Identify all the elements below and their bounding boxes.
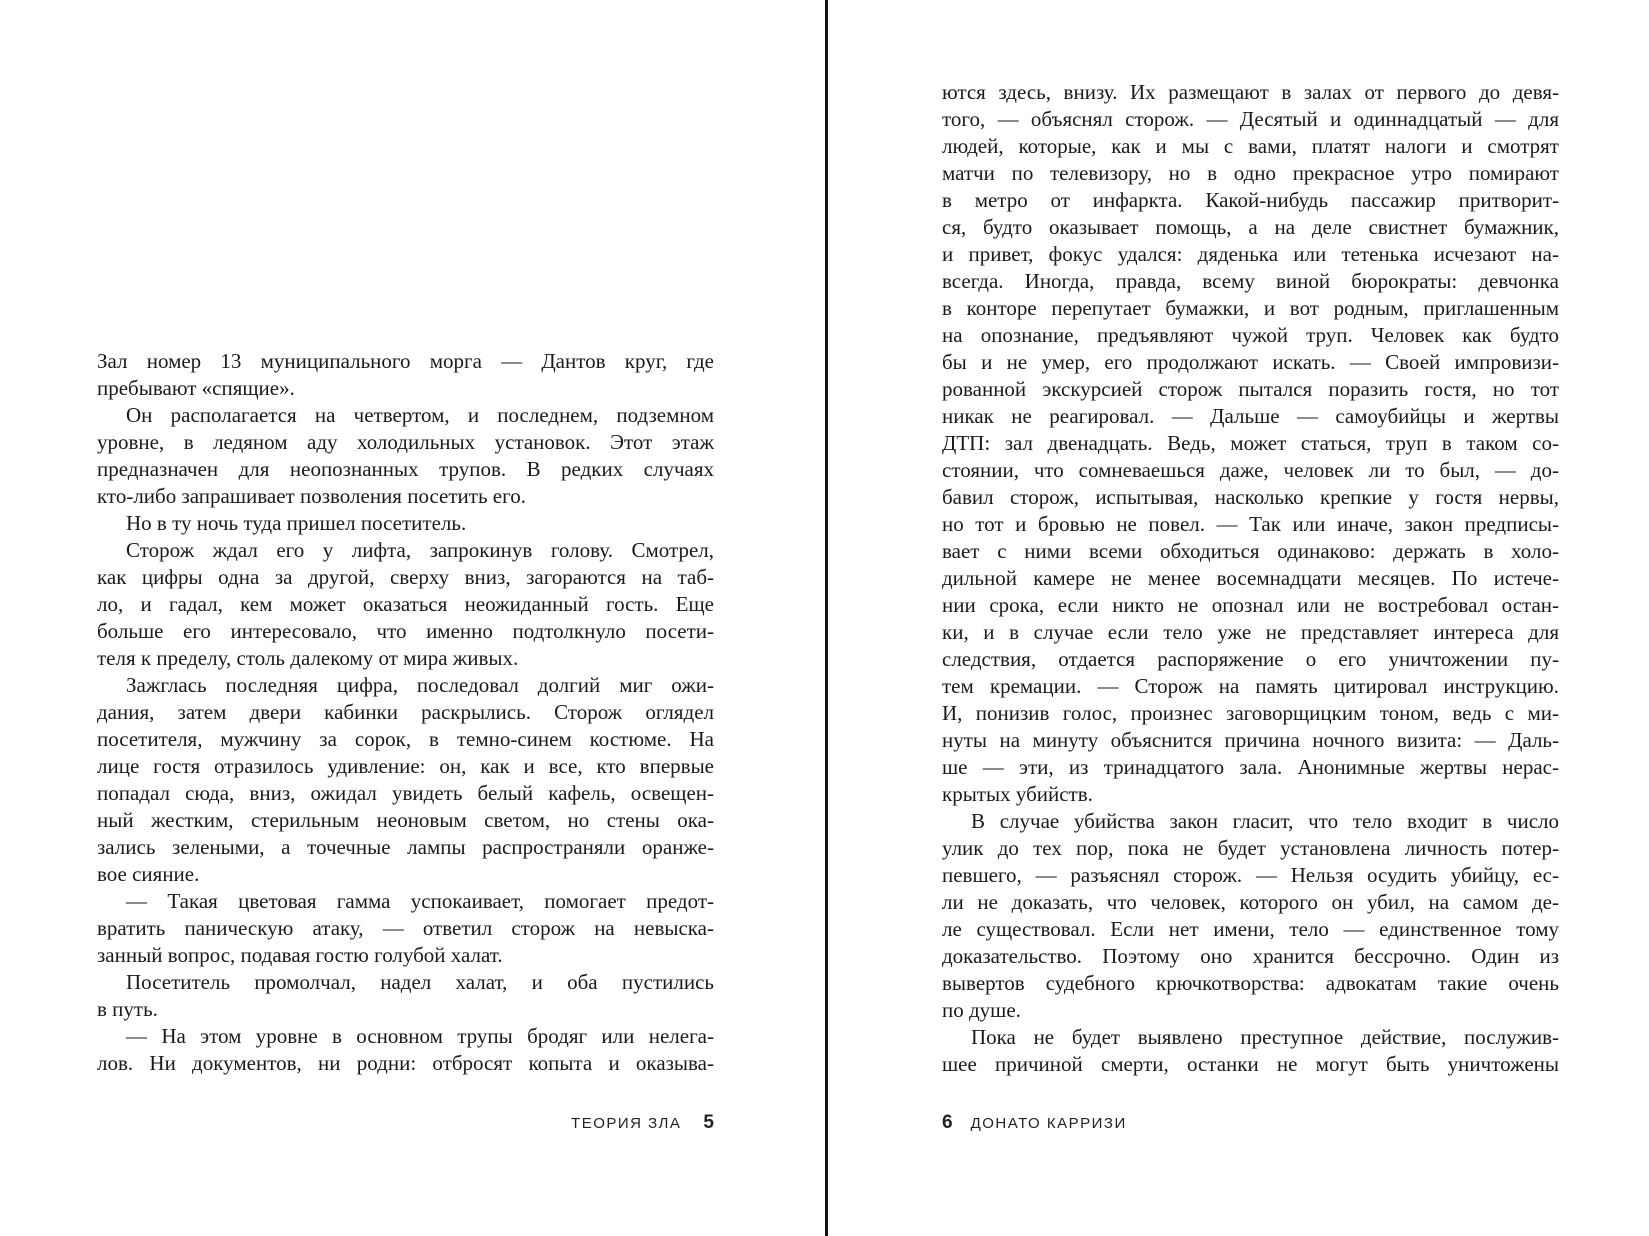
text-line: рованной экскурсией сторож пытался поразить гостя, но тот: [942, 377, 1559, 401]
text-line: Зажглась последняя цифра, последовал долгий миг ожи-: [126, 673, 714, 697]
text-line: В случае убийства закон гласит, что тело входит в число: [971, 809, 1559, 833]
text-line: людей, которые, как и мы с вами, платят налоги и смотрят: [942, 134, 1559, 158]
text-line: зались зелеными, а точечные лампы распространяли оранже-: [97, 835, 714, 859]
right-page-footer: [942, 1112, 1127, 1134]
text-line: вает с ними всеми обходиться одинаково: держать в холо-: [942, 539, 1559, 563]
text-line: дания, затем двери кабинки раскрылись. Сторож оглядел: [97, 700, 714, 724]
text-line: всегда. Иногда, правда, всему виной бюрократы: девчонка: [942, 269, 1559, 293]
paragraph: [97, 672, 714, 888]
right-page-text: [942, 79, 1559, 1078]
text-line: Сторож ждал его у лифта, запрокинув голову. Смотрел,: [126, 538, 714, 562]
text-line: ки, и в случае если тело уже не представляет интереса для: [942, 620, 1559, 644]
text-line: Зал номер 13 муниципального морга — Дантов круг, где: [97, 349, 714, 373]
text-line: на опознание, предъявляют чужой труп. Человек как будто: [942, 323, 1559, 347]
text-line: по душе.: [942, 998, 1021, 1022]
text-line: теля к пределу, столь далекому от мира живых.: [97, 646, 519, 670]
text-line: Пока не будет выявлено преступное действие, послужив-: [971, 1025, 1559, 1049]
text-line: следствия, отдается распоряжение о его уничтожении пу-: [942, 647, 1559, 671]
text-line: Но в ту ночь туда пришел посетитель.: [126, 511, 467, 535]
text-line: нуты на минуту объяснится причина ночного визита: — Даль-: [942, 728, 1559, 752]
text-line: ле существовал. Если нет имени, тело — единственное тому: [942, 917, 1559, 941]
text-line: ся, будто оказывает помощь, а на деле свистнет бумажник,: [942, 215, 1559, 239]
running-title-author: ДОНАТО КАРРИЗИ: [970, 1114, 1127, 1132]
text-line: вое сияние.: [97, 862, 200, 886]
text-line: — На этом уровне в основном трупы бродяг или нелега-: [126, 1024, 714, 1048]
paragraph: [97, 1023, 714, 1077]
text-line: нии срока, если никто не опознал или не востребовал остан-: [942, 593, 1559, 617]
paragraph: [97, 510, 714, 537]
text-line: доказательство. Поэтому оно хранится бессрочно. Один из: [942, 944, 1559, 968]
text-line: шее причиной смерти, останки не могут быть уничтожены: [942, 1052, 1559, 1076]
paragraph: [942, 1024, 1559, 1078]
paragraph: [97, 888, 714, 969]
text-line: никак не реагировал. — Дальше — самоубийцы и жертвы: [942, 404, 1559, 428]
text-line: тем кремации. — Сторож на память цитировал инструкцию.: [942, 674, 1559, 698]
text-line: вывертов судебного крючкотворства: адвокатам такие очень: [942, 971, 1559, 995]
text-line: в метро от инфаркта. Какой-нибудь пассажир притворит-: [942, 188, 1559, 212]
text-line: в конторе перепутает бумажки, и вот родным, приглашенным: [942, 296, 1559, 320]
text-line: бавил сторож, испытывая, насколько крепкие у гостя нервы,: [942, 485, 1559, 509]
book-spine-divider: [825, 0, 828, 1236]
text-line: но тот и бровью не повел. — Так или иначе, закон предписы-: [942, 512, 1559, 536]
text-line: предназначен для неопознанных трупов. В редких случаях: [97, 457, 714, 481]
page-number: 5: [703, 1112, 714, 1133]
text-line: лице гостя отразилось удивление: он, как и все, кто впервые: [97, 754, 714, 778]
text-line: ше — эти, из тринадцатого зала. Анонимные жертвы нерас-: [942, 755, 1559, 779]
paragraph: [97, 402, 714, 510]
text-line: Он располагается на четвертом, и последнем, подземном: [126, 403, 714, 427]
text-line: лов. Ни документов, ни родни: отбросят копыта и оказыва-: [97, 1051, 714, 1075]
text-line: попадал сюда, вниз, ожидал увидеть белый кафель, освещен-: [97, 781, 714, 805]
paragraph: [97, 348, 714, 402]
text-line: занный вопрос, подавая гостю голубой халат.: [97, 943, 503, 967]
text-line: стоянии, что сомневаешься даже, человек ли то был, — до-: [942, 458, 1559, 482]
left-page-text: [97, 348, 714, 1077]
text-line: Посетитель промолчал, надел халат, и оба пустились: [126, 970, 714, 994]
text-line: крытых убийств.: [942, 782, 1093, 806]
text-line: матчи по телевизору, но в одно прекрасное утро помирают: [942, 161, 1559, 185]
paragraph: [942, 808, 1559, 1024]
text-line: посетителя, мужчину за сорок, в темно-синем костюме. На: [97, 727, 714, 751]
text-line: бы и не умер, его продолжают искать. — Своей импровизи-: [942, 350, 1559, 374]
paragraph: [97, 537, 714, 672]
text-line: ло, и гадал, кем может оказаться неожиданный гость. Еще: [97, 592, 714, 616]
text-line: кто-либо запрашивает позволения посетить его.: [97, 484, 526, 508]
text-line: в путь.: [97, 997, 158, 1021]
text-line: как цифры одна за другой, сверху вниз, загораются на таб-: [97, 565, 714, 589]
left-page-footer: [571, 1112, 714, 1134]
text-line: пребывают «спящие».: [97, 376, 295, 400]
text-line: того, — объяснял сторож. — Десятый и одиннадцатый — для: [942, 107, 1559, 131]
paragraph: [942, 79, 1559, 808]
page-number: 6: [942, 1112, 953, 1133]
text-line: дильной камере не менее восемнадцати месяцев. По истече-: [942, 566, 1559, 590]
text-line: улик до тех пор, пока не будет установлена личность потер-: [942, 836, 1559, 860]
text-line: И, понизив голос, произнес заговорщицким тоном, ведь с ми-: [942, 701, 1559, 725]
text-line: ли не доказать, что человек, которого он убил, на самом де-: [942, 890, 1559, 914]
text-line: ный жестким, стерильным неоновым светом, но стены ока-: [97, 808, 714, 832]
text-line: вратить паническую атаку, — ответил сторож на невыска-: [97, 916, 714, 940]
text-line: ются здесь, внизу. Их размещают в залах от первого до девя-: [942, 80, 1559, 104]
text-line: певшего, — разъяснял сторож. — Нельзя осудить убийцу, ес-: [942, 863, 1559, 887]
paragraph: [97, 969, 714, 1023]
text-line: больше его интересовало, что именно подтолкнуло посети-: [97, 619, 714, 643]
text-line: и привет, фокус удался: дяденька или тетенька исчезают на-: [942, 242, 1559, 266]
text-line: — Такая цветовая гамма успокаивает, помогает предот-: [126, 889, 714, 913]
text-line: ДТП: зал двенадцать. Ведь, может статься, труп в таком со-: [942, 431, 1559, 455]
running-title-book: ТЕОРИЯ ЗЛА: [571, 1114, 682, 1132]
text-line: уровне, в ледяном аду холодильных установок. Этот этаж: [97, 430, 714, 454]
